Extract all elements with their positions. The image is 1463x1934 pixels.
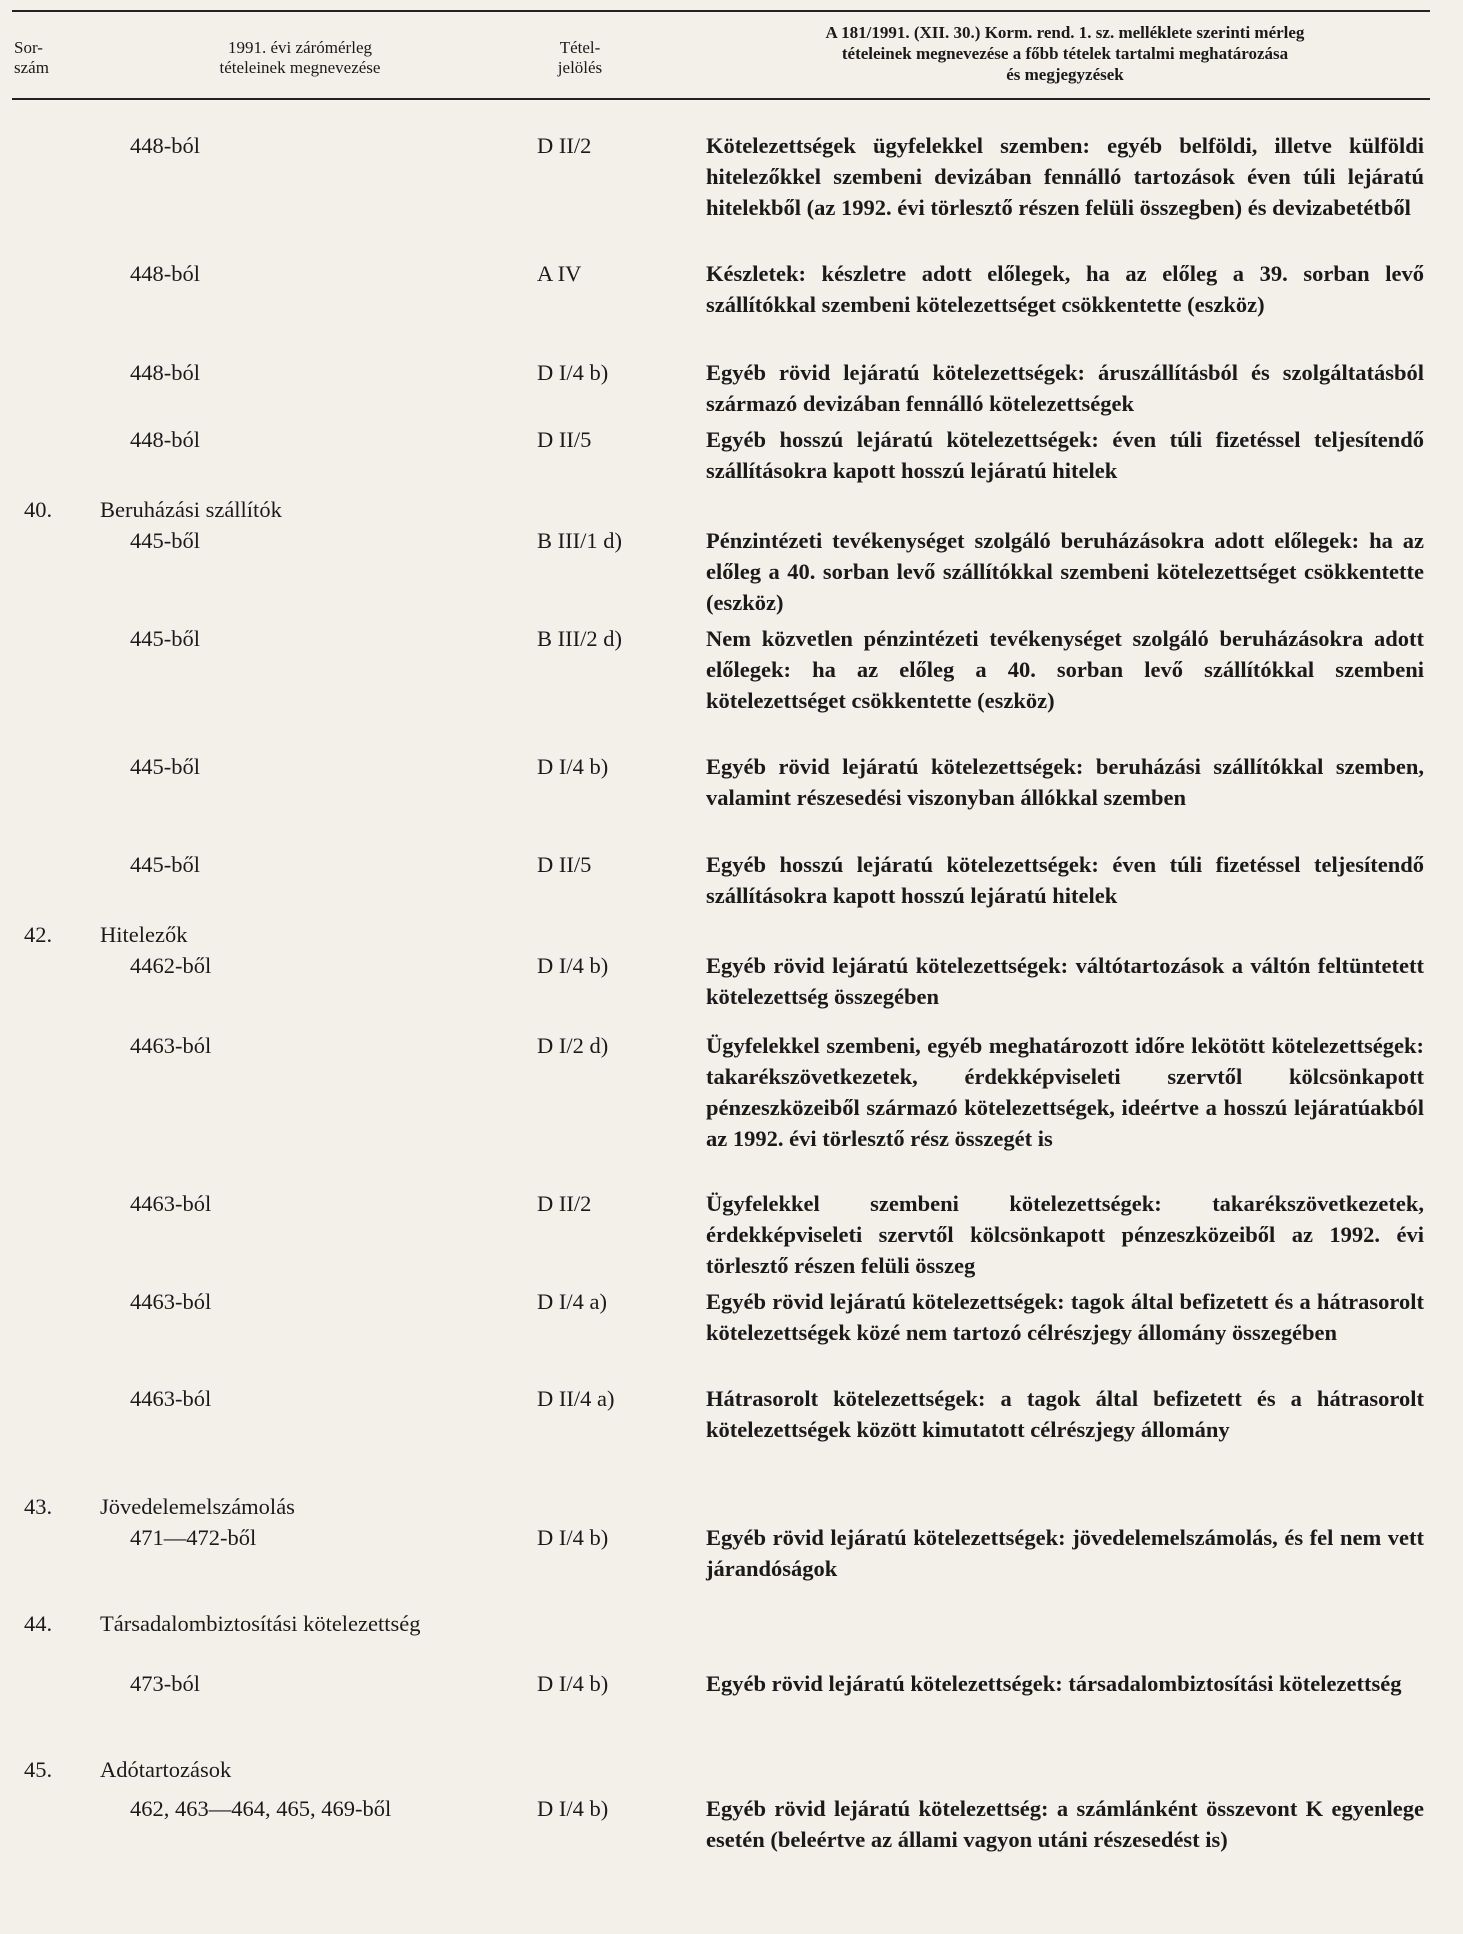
table-row (0, 751, 1463, 849)
account-code: 448-ból (130, 427, 200, 452)
item-description: Ügyfelekkel szembeni kötelezettségek: takarékszövetkezetek, érdekképviseleti szervtől kölcsönkapott pénzeszközeiből az 1992. évi törlesztő részen felüli összeg (706, 1191, 1424, 1278)
table-row (0, 525, 1463, 623)
table-row (0, 1522, 1463, 1608)
item-code: D II/4 a) (537, 1386, 615, 1411)
account-code: 4463-ból (130, 1289, 212, 1314)
account-code: 448-ból (130, 133, 200, 158)
header-jeloles (535, 38, 625, 78)
header-desc-line3: és megjegyzések (1006, 65, 1124, 84)
item-description: Hátrasorolt kötelezettségek: a tagok által befizetett és a hátrasorolt kötelezettségek között kimutatott célrészjegy állomány (706, 1386, 1424, 1442)
item-code: D II/5 (537, 427, 592, 452)
table-row (0, 258, 1463, 357)
section-number: 45. (24, 1757, 53, 1782)
section-row (0, 1491, 1463, 1522)
account-code: 471—472-ből (130, 1525, 257, 1550)
header-tetelek-line1: 1991. évi zárómérleg (228, 38, 372, 57)
section-row (0, 494, 1463, 525)
account-code: 448-ból (130, 261, 200, 286)
account-code: 448-ból (130, 360, 200, 385)
top-rule (12, 10, 1430, 12)
item-code: D I/2 d) (537, 1033, 609, 1058)
item-code: D I/4 b) (537, 953, 609, 978)
section-number: 44. (24, 1611, 53, 1636)
section-name: Társadalombiztosítási kötelezettség (100, 1611, 421, 1636)
item-code: D II/2 (537, 1191, 592, 1216)
header-jeloles-line2: jelölés (557, 58, 603, 77)
item-code: D II/5 (537, 852, 592, 877)
header-sorszam (14, 38, 84, 78)
item-code: D I/4 b) (537, 360, 609, 385)
account-code: 445-ből (130, 626, 200, 651)
item-description: Egyéb rövid lejáratú kötelezettségek: váltótartozások a váltón feltüntetett kötelezettség összegében (706, 953, 1424, 1009)
table-row (0, 1188, 1463, 1286)
item-code: B III/1 d) (537, 528, 622, 553)
header-jeloles-line1: Tétel- (559, 38, 601, 57)
table-row (0, 1793, 1463, 1891)
header-rule (12, 98, 1430, 100)
header-sorszam-line2: szám (14, 58, 49, 77)
item-description: Egyéb rövid lejáratú kötelezettségek: beruházási szállítókkal szemben, valamint részesedési viszonyban állókkal szemben (706, 754, 1424, 810)
item-description: Egyéb hosszú lejáratú kötelezettségek: éven túli fizetéssel teljesítendő szállításokra kapott hosszú lejáratú hitelek (706, 852, 1424, 908)
section-number: 42. (24, 922, 53, 947)
item-code: A IV (537, 261, 582, 286)
section-number: 43. (24, 1494, 53, 1519)
item-description: Kötelezettségek ügyfelekkel szemben: egyéb belföldi, illetve külföldi hitelezőkkel szembeni devizában fennálló tartozások éven túli lejáratú hitelekből (az 1992. évi törlesztő részen felüli összegben) és devizabetétből (706, 133, 1424, 220)
item-description: Készletek: készletre adott előlegek, ha az előleg a 39. sorban levő szállítókkal szembeni kötelezettséget csökkentette (eszköz) (706, 261, 1424, 317)
header-desc-line2: tételeinek megnevezése a főbb tételek tartalmi meghatározása (841, 44, 1289, 63)
item-description: Pénzintézeti tevékenységet szolgáló beruházásokra adott előlegek: ha az előleg a 40. sorban levő szállítókkal szembeni kötelezettséget csökkentette (eszköz) (706, 528, 1424, 615)
table-row (0, 1383, 1463, 1491)
item-description: Egyéb hosszú lejáratú kötelezettségek: éven túli fizetéssel teljesítendő szállításokra kapott hosszú lejáratú hitelek (706, 427, 1424, 483)
account-code: 445-ből (130, 852, 200, 877)
item-code: D I/4 b) (537, 754, 609, 779)
table-row (0, 1286, 1463, 1383)
section-row (0, 1754, 1463, 1793)
table-row (0, 849, 1463, 919)
table-body (0, 130, 1463, 1891)
table-row (0, 357, 1463, 424)
header-description (700, 22, 1430, 85)
header-desc-line1: A 181/1991. (XII. 30.) Korm. rend. 1. sz. melléklete szerinti mérleg (825, 23, 1305, 42)
account-code: 4463-ból (130, 1191, 212, 1216)
item-code: B III/2 d) (537, 626, 622, 651)
item-description: Egyéb rövid lejáratú kötelezettségek: áruszállításból és szolgáltatásból származó devizában fennálló kötelezettségek (706, 360, 1424, 416)
item-code: D I/4 a) (537, 1289, 607, 1314)
item-description: Egyéb rövid lejáratú kötelezettségek: jövedelemelszámolás, és fel nem vett járandóságok (706, 1525, 1424, 1581)
item-description: Nem közvetlen pénzintézeti tevékenységet szolgáló beruházásokra adott előlegek: ha az előleg a 40. sorban levő szállítókkal szembeni kötelezettséget csökkentette (eszköz) (706, 626, 1424, 713)
item-code: D II/2 (537, 133, 592, 158)
header-sorszam-line1: Sor- (14, 38, 43, 57)
section-row (0, 919, 1463, 950)
account-code: 473-ból (130, 1671, 200, 1696)
item-description: Ügyfelekkel szembeni, egyéb meghatározott időre lekötött kötelezettségek: takarékszövetkezetek, érdekképviseleti szervtől kölcsönkapott pénzeszközeiből származó kötelezettségek, ideértve a hosszú lejáratúakból az 1992. évi törlesztő rész összegét is (706, 1033, 1424, 1151)
table-row (0, 130, 1463, 258)
section-name: Hitelezők (100, 922, 188, 947)
section-row (0, 1608, 1463, 1668)
table-row (0, 424, 1463, 494)
account-code: 445-ből (130, 754, 200, 779)
header-tetelek-line2: tételeinek megnevezése (219, 58, 381, 77)
item-description: Egyéb rövid lejáratú kötelezettségek: tagok által befizetett és a hátrasorolt kötelezettségek közé nem tartozó célrészjegy állomány összegében (706, 1289, 1424, 1345)
section-name: Adótartozások (100, 1757, 232, 1782)
account-code: 4463-ból (130, 1033, 212, 1058)
section-number: 40. (24, 497, 53, 522)
item-code: D I/4 b) (537, 1525, 609, 1550)
header-tetelek (150, 38, 450, 78)
item-description: Egyéb rövid lejáratú kötelezettség: a számlánként összevont K egyenlege esetén (beleértve az állami vagyon utáni részesedést is) (706, 1796, 1424, 1852)
table-row (0, 1668, 1463, 1754)
table-row (0, 623, 1463, 751)
account-code: 4463-ból (130, 1386, 212, 1411)
table-row (0, 1030, 1463, 1188)
item-code: D I/4 b) (537, 1671, 609, 1696)
account-code: 445-ből (130, 528, 200, 553)
account-code: 462, 463—464, 465, 469-ből (130, 1796, 392, 1821)
account-code: 4462-ből (130, 953, 212, 978)
section-name: Jövedelemelszámolás (100, 1494, 295, 1519)
item-code: D I/4 b) (537, 1796, 609, 1821)
item-description: Egyéb rövid lejáratú kötelezettségek: társadalombiztosítási kötelezettség (706, 1671, 1402, 1696)
table-row (0, 950, 1463, 1030)
section-name: Beruházási szállítók (100, 497, 282, 522)
